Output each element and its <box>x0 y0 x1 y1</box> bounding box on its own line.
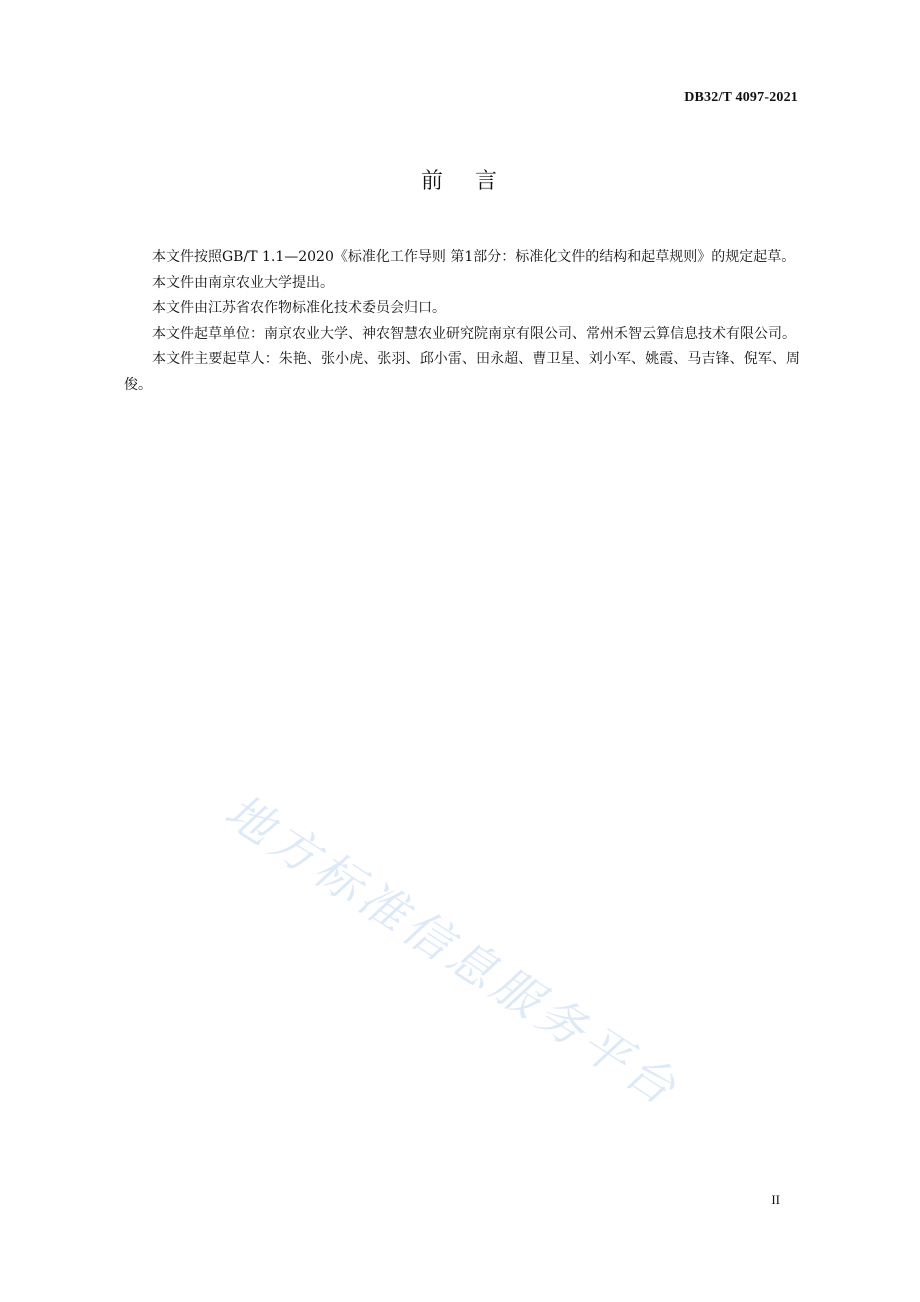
foreword-body <box>124 245 800 398</box>
paragraph-drafting-units: 本文件起草单位：南京农业大学、神农智慧农业研究院南京有限公司、常州禾智云算信息技术有限公司。 <box>152 325 796 342</box>
paragraph-committee: 本文件由江苏省农作物标准化技术委员会归口。 <box>152 300 446 316</box>
title-char-2: 言 <box>475 169 500 194</box>
paragraph-proposer: 本文件由南京农业大学提出。 <box>152 274 334 291</box>
page-title <box>0 164 920 195</box>
paragraph-drafting-rules: 本文件按照GB/T 1.1—2020《标准化工作导则 第1部分：标准化文件的结构和起草规则》的规定起草。 <box>152 249 796 265</box>
paragraph-drafters: 本文件主要起草人：朱艳、张小虎、张羽、邱小雷、田永超、曹卫星、刘小军、姚霞、马吉锋、倪军、周俊。 <box>124 351 800 393</box>
page-number: II <box>771 1192 780 1207</box>
document-code: DB32/T 4097-2021 <box>684 90 798 105</box>
watermark: 地方标准信息服务平台 <box>214 783 690 1119</box>
title-char-1: 前 <box>420 169 445 194</box>
